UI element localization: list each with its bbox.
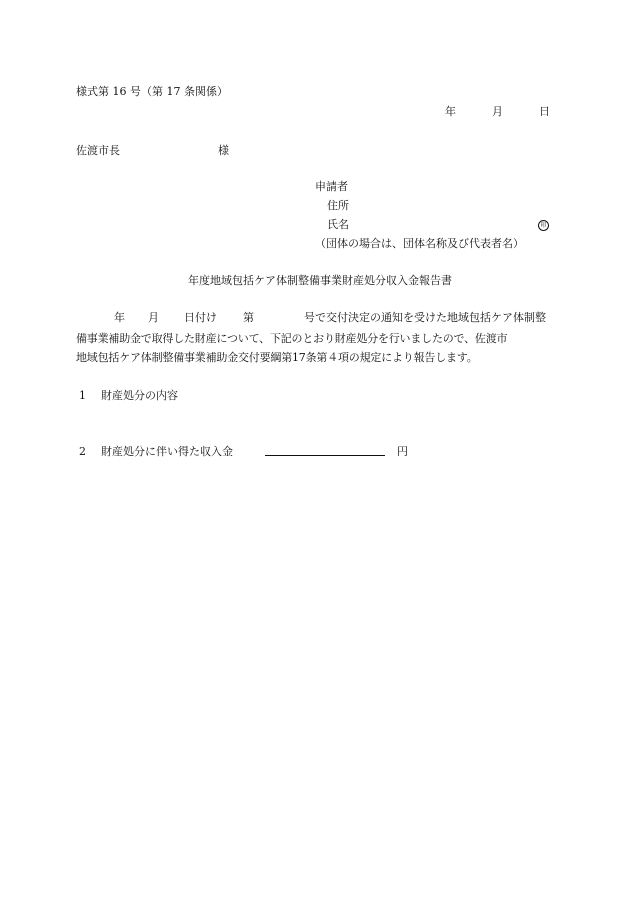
body-number-prefix: 第 <box>243 311 254 324</box>
body-month: 月 <box>148 311 159 324</box>
applicant-label: 申請者 <box>315 180 348 193</box>
form-number: 様式第 16 号（第 17 条関係） <box>76 85 228 98</box>
applicant-address-label: 住所 <box>327 199 349 212</box>
body-date-suffix: 日付け <box>184 311 217 324</box>
item-2-unit: 円 <box>397 445 408 458</box>
item-2-number: 2 <box>79 445 86 458</box>
body-year: 年 <box>114 311 125 324</box>
body-line-3: 地域包括ケア体制整備事業補助金交付要綱第17条第４項の規定により報告します。 <box>76 351 478 364</box>
date-day-label: 日 <box>539 105 550 118</box>
addressee-honorific: 様 <box>218 144 229 157</box>
amount-blank-line <box>265 455 385 456</box>
seal-mark <box>538 218 549 231</box>
applicant-note: （団体の場合は、団体名称及び代表者名） <box>315 237 524 250</box>
document-title: 年度地域包括ケア体制整備事業財産処分収入金報告書 <box>188 274 452 287</box>
applicant-name-label: 氏名 <box>327 218 349 231</box>
item-1-label: 財産処分の内容 <box>101 389 178 402</box>
body-line-2: 備事業補助金で取得した財産について、下記のとおり財産処分を行いましたので、佐渡市 <box>76 332 508 345</box>
addressee-name: 佐渡市長 <box>76 144 120 157</box>
item-2-label: 財産処分に伴い得た収入金 <box>101 445 233 458</box>
item-1-number: 1 <box>79 389 86 402</box>
date-month-label: 月 <box>492 105 503 118</box>
seal-icon: 印 <box>538 220 549 231</box>
body-line-1-text: 号で交付決定の通知を受けた地域包括ケア体制整 <box>304 311 546 324</box>
date-year-label: 年 <box>445 105 456 118</box>
